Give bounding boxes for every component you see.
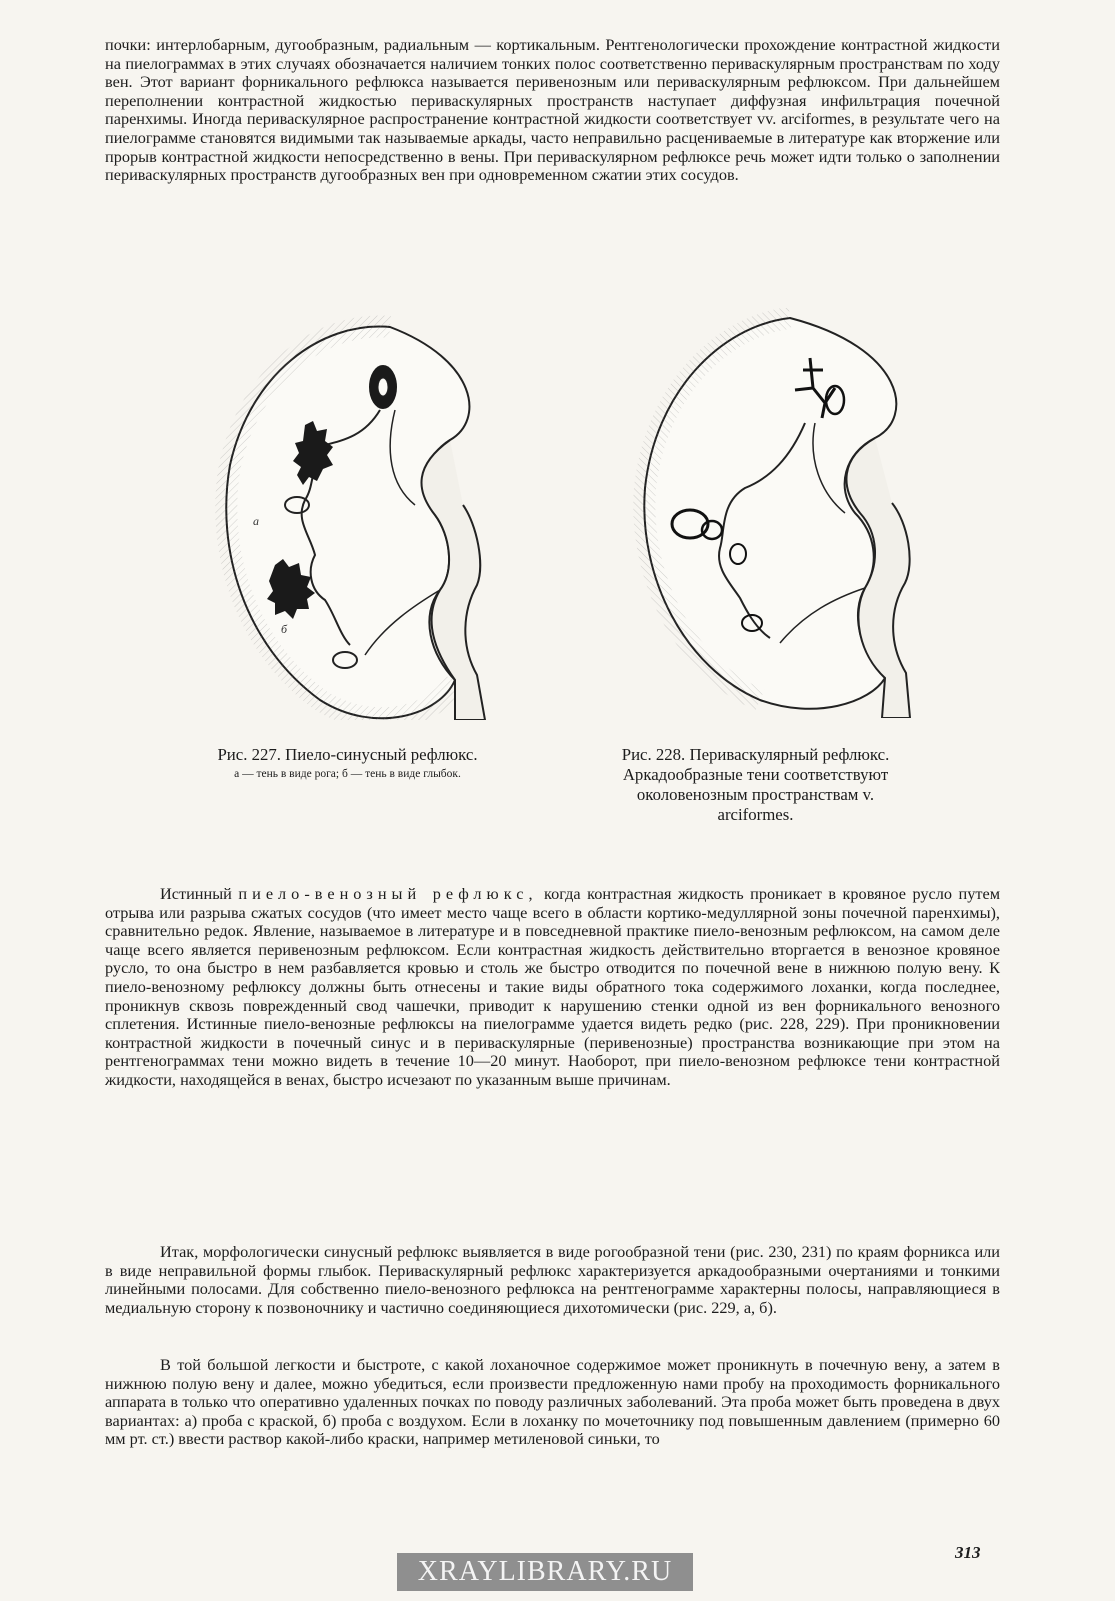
body-paragraph-1-text: когда контрастная жидкость проникает в кровяное русло путем отрыва или разрыва сжатых сосудов (что имеет место чаще всего в области кортико-медуллярной зоны почечной паренхимы), сравнительно редок. Явление, называемое в литературе и в повседневной практике пиело-венозным рефлюксом, на самом деле чаще всего является перивенозным рефлюксом. Если контрастная жидкость действительно вторгается в венозное кровяное русло, то она быстро в нем разбавляется кровью и столь же быстро отводится по почечной вене в нижнюю полую вену. К пиело-венозному рефлюксу должны быть отнесены и такие виды обратного тока содержимого лоханки, когда последнее, проникнув сквозь поврежденный свод чашечки, приводит к нарушению стенки одной из вен форникального венозного сплетения. Истинные пиело-венозные рефлюксы на пиелограмме удается видеть редко (рис. 228, 229). При проникновении контрастной жидкости в почечный синус и в периваскулярные (перивенозные) пространства возникающие при этом на рентгенограммах тени можно видеть в течение 10—20 минут. Наоборот, при пиело-венозном рефлюксе тени контрастной жидкости, находящейся в венах, быстро исчезают по указанным выше причинам.: [105, 884, 1000, 1089]
emphasized-term: пиело-венозный рефлюкс,: [238, 884, 538, 903]
body-paragraph-1: [105, 885, 1000, 1090]
figure-227-caption: [195, 745, 500, 781]
figure-227-caption-subtext: а — тень в виде рога; б — тень в виде глыбок.: [234, 768, 461, 780]
body-paragraph-3: В той большой легкости и быстроте, с какой лоханочное содержимое может проникнуть в почечную вену, а затем в нижнюю полую вену и далее, можно убедиться, если произвести предложенную нами пробу на проходимость форникального аппарата в только что оперативно удаленных почках по поводу различных заболеваний. Эта проба может быть проведена в двух вариантах: а) проба с краской, б) проба с воздухом. Если в лоханку по мочеточнику под повышенным давлением (примерно 60 мм рт. ст.) ввести раствор какой-либо краски, например метиленовой синьки, то: [105, 1355, 1000, 1449]
figure-228-kidney-illustration: [630, 308, 920, 718]
watermark-banner: XRAYLIBRARY.RU: [397, 1553, 693, 1591]
body-paragraph-1-start: Истинный: [160, 884, 232, 903]
body-paragraph-2: Итак, морфологически синусный рефлюкс выявляется в виде рогообразной тени (рис. 230, 231) по краям форникса или в виде неправильной формы глыбок. Периваскулярный рефлюкс характеризуется аркадообразными очертаниями и тонкими линейными полосами. Для собственно пиело-венозного рефлюкса на рентгенограмме характерны полосы, направляющиеся в медиальную сторону к позвоночнику и частично соединяющиеся дихотомически (рис. 229, а, б).: [105, 1242, 1000, 1317]
figure-227-label-a: а: [253, 514, 259, 528]
figure-227-kidney-illustration: [215, 315, 495, 720]
page-number: 313: [955, 1543, 981, 1562]
figure-227-label-b: б: [281, 622, 288, 636]
figure-228-caption: Рис. 228. Периваскулярный рефлюкс. Аркадообразные тени соответствуют околовенозным пространствам v. arciformes.: [621, 745, 890, 824]
figure-227-caption-title: Рис. 227. Пиело-синусный рефлюкс.: [217, 745, 478, 764]
top-paragraph: почки: интерлобарным, дугообразным, радиальным — кортикальным. Рентгенологически прохождение контрастной жидкости на пиелограммах в этих случаях обозначается наличием тонких полос соответственно периваскулярным пространствам по ходу вен. Этот вариант форникального рефлюкса называется перивенозным или периваскулярным рефлюксом. При дальнейшем переполнении контрастной жидкостью периваскулярных пространств наступает диффузная инфильтрация почечной паренхимы. Иногда периваскулярное распространение контрастной жидкости соответствует vv. arciformes, в результате чего на пиелограмме становятся видимыми так называемые аркады, часто неправильно расцениваемые в литературе как вторжение или прорыв контрастной жидкости непосредственно в вены. При периваскулярном рефлюксе речь может идти только о заполнении периваскулярных пространств дугообразных вен при одновременном сжатии этих сосудов.: [105, 35, 1000, 185]
